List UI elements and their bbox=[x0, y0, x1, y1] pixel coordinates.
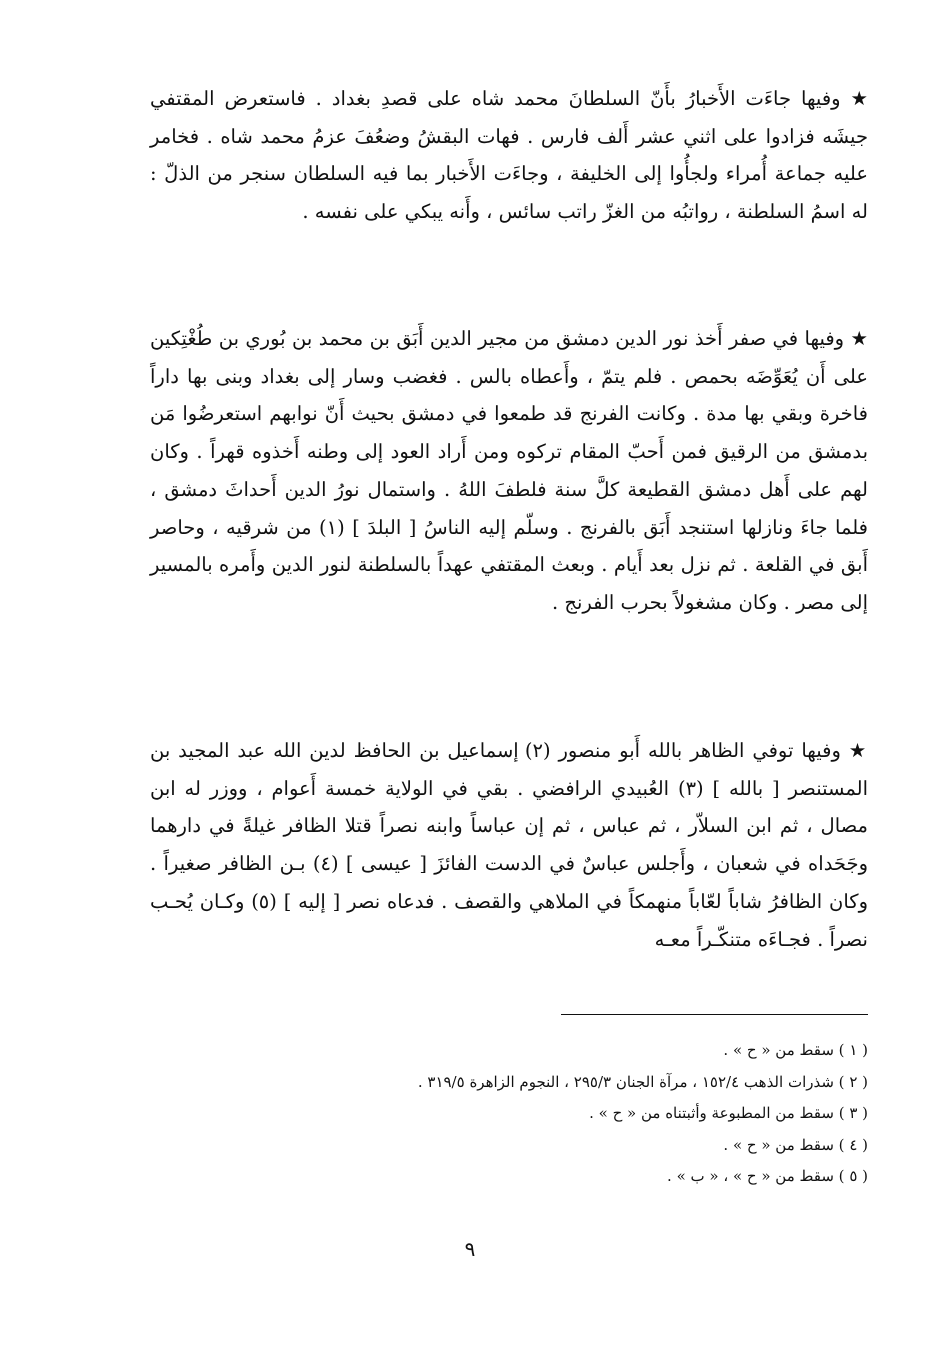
paragraph-text: ★ وفيها في صفر أَخذ نور الدين دمشق من مجير الدين أَبَق بن محمد بن بُوري بن طُغْتِكين على أَن يُعَوِّضَه بحمص . فلم يتمّ ، وأَعطاه بالس . فغضب وسار إلى بغداد وبنى بها داراً فاخرة وبقي بها مدة . وكانت الفرنج قد طمعوا في دمشق بحيث أَنّ نوابهم استعرضُوا مَن بدمشق من الرقيق فمن أَحبّ المقام تركوه ومن أَراد العود إلى وطنه أَخذوه قهراً . وكان لهم على أَهل دمشق القطيعة كلَّ سنة فلطفَ اللهُ . واستمال نورُ الدين أَحداثَ دمشق ، فلما جاءَ ونازلها استنجد أَبَق بالفرنج . وسلّم إليه الناسُ [ البلدَ ] (١) من شرقيه ، وحاصر أَبق في القلعة . ثم نزل بعد أَيام . وبعث المقتفي عهداً بالسلطنة لنور الدين وأَمره بالمسير إلى مصر . وكان مشغولاً بحرب الفرنج . bbox=[150, 327, 868, 614]
footnotes-list bbox=[150, 1035, 868, 1193]
paragraph-text: ★ وفيها جاءَت الأَخبارُ بأَنّ السلطانَ محمد شاه على قصدِ بغداد . فاستعرض المقتفي جيشَه فزادوا على اثني عشر أَلف فارس . فهات البقشُ وضعُفَ عزمُ محمد شاه . فخامر عليه جماعة أُمراء ولجأُوا إلى الخليفة ، وجاءَت الأَخبار بما فيه السلطان سنجر من الذلّ : له اسمُ السلطنة ، رواتبُه من الغزّ راتب سائس ، وأَنه يبكي على نفسه . bbox=[150, 87, 868, 224]
paragraph-text: ★ وفيها توفي الظاهر بالله أَبو منصور (٢) إسماعيل بن الحافظ لدين الله عبد المجيد بن المستنصر [ بالله ] (٣) العُبيدي الرافضي . بقي في الولاية خمسة أَعوام ، ووزر له ابن مصال ، ثم ابن السلاّر ، ثم عباس ، ثم إن عباساً وابنه نصراً قتلا الظافر غيلةً في دارهما وجَحَداه في شعبان ، وأَجلس عباسٌ في الدست الفائزَ [ عيسى ] (٤) بـن الظافر صغيراً . وكان الظافرُ شاباً لعّاباً منهمكاً في الملاهي والقصف . فدعاه نصر [ إليه ] (٥) وكـان يُحـب نصراً . فجـاءَه متنكّـراً معـه bbox=[150, 739, 868, 951]
paragraph-death-of-al-zafir bbox=[150, 732, 868, 958]
footnote-2: ( ٢ ) شذرات الذهب ١٥٢/٤ ، مرآة الجنان ٢٩٥/٣ ، النجوم الزاهرة ٣١٩/٥ . bbox=[417, 1072, 868, 1091]
footnote-3: ( ٣ ) سقط من المطبوعة وأثبتناه من « ح » . bbox=[589, 1104, 868, 1122]
paragraph-nur-al-din-damascus bbox=[150, 320, 868, 622]
page-number: ٩ bbox=[464, 1237, 476, 1261]
footnote-1: ( ١ ) سقط من « ح » . bbox=[723, 1041, 868, 1059]
footnote-4: ( ٤ ) سقط من « ح » . bbox=[723, 1135, 868, 1154]
footnote-5: ( ٥ ) سقط من « ح » ، « ب » . bbox=[667, 1167, 868, 1185]
footnote-separator-rule bbox=[561, 1014, 868, 1015]
paragraph-sultan-muhammad-shah bbox=[150, 80, 868, 231]
